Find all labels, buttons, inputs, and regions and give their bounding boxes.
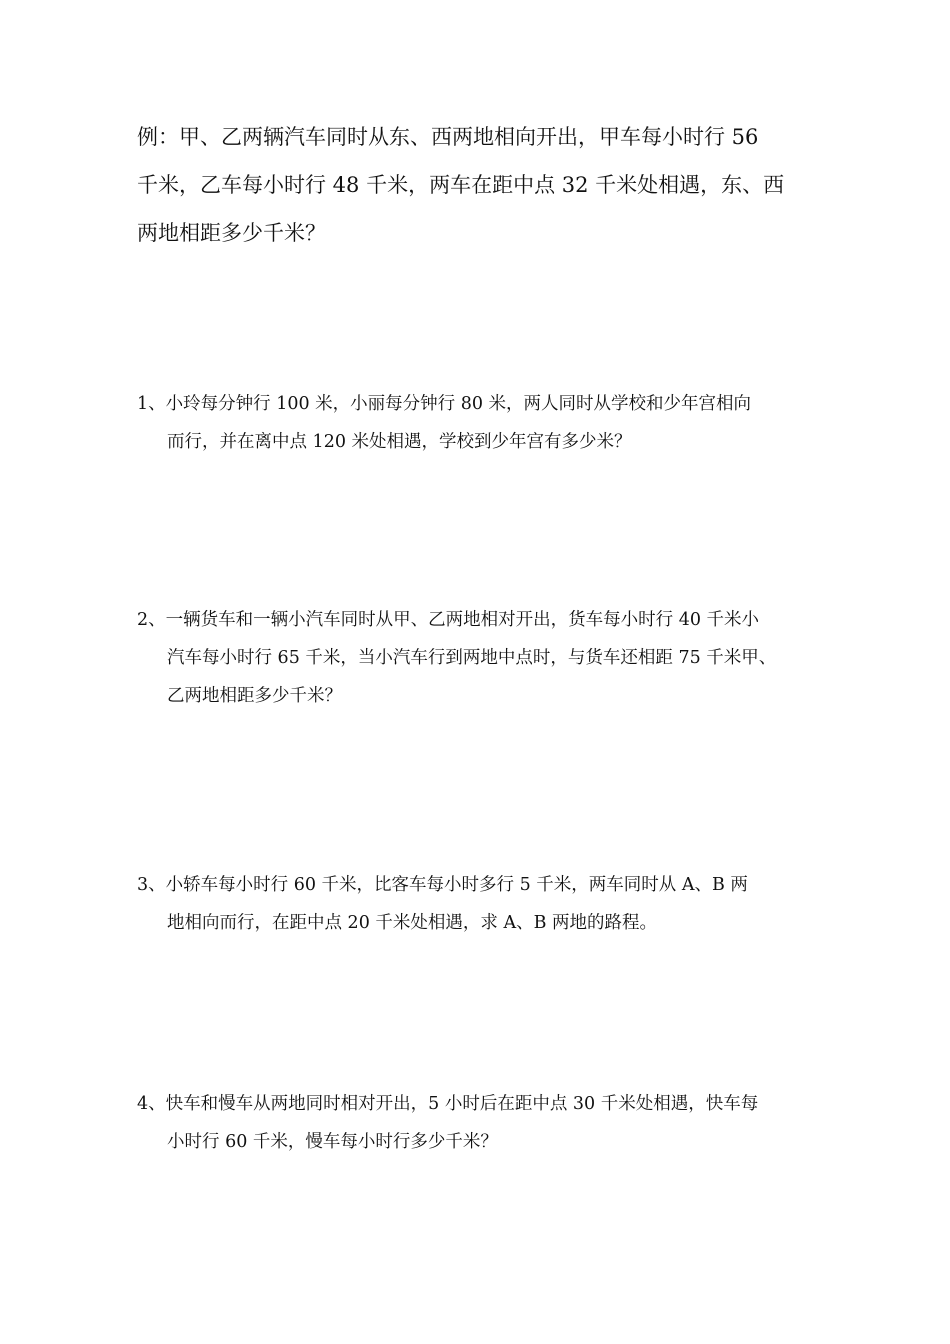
- problem-line: 2、一辆货车和一辆小汽车同时从甲、乙两地相对开出，货车每小时行 40 千米小: [137, 610, 760, 630]
- problem-3: [137, 866, 827, 942]
- problem-line: 乙两地相距多少千米？: [167, 686, 342, 706]
- problem-line: 而行，并在离中点 120 米处相遇，学校到少年宫有多少米？: [167, 432, 632, 452]
- example-line: 千米，乙车每小时行 48 千米，两车在距中点 32 千米处相遇，东、西: [137, 173, 785, 197]
- problem-1: [137, 385, 827, 461]
- problem-4: [137, 1085, 827, 1161]
- problem-line: 汽车每小时行 65 千米，当小汽车行到两地中点时，与货车还相距 75 千米甲、: [167, 648, 777, 668]
- problem-2: [137, 601, 827, 715]
- problem-line: 小时行 60 千米，慢车每小时行多少千米？: [167, 1132, 498, 1152]
- example-line: 例：甲、乙两辆汽车同时从东、西两地相向开出，甲车每小时行 56: [137, 125, 759, 149]
- problem-line: 4、快车和慢车从两地同时相对开出，5 小时后在距中点 30 千米处相遇，快车每: [137, 1094, 759, 1114]
- problem-line: 3、小轿车每小时行 60 千米，比客车每小时多行 5 千米，两车同时从 A、B 两: [137, 875, 748, 895]
- example-problem: [137, 113, 817, 257]
- problem-line: 地相向而行，在距中点 20 千米处相遇，求 A、B 两地的路程。: [167, 913, 658, 933]
- problem-line: 1、小玲每分钟行 100 米，小丽每分钟行 80 米，两人同时从学校和少年宫相向: [137, 394, 752, 414]
- example-line: 两地相距多少千米？: [137, 221, 326, 245]
